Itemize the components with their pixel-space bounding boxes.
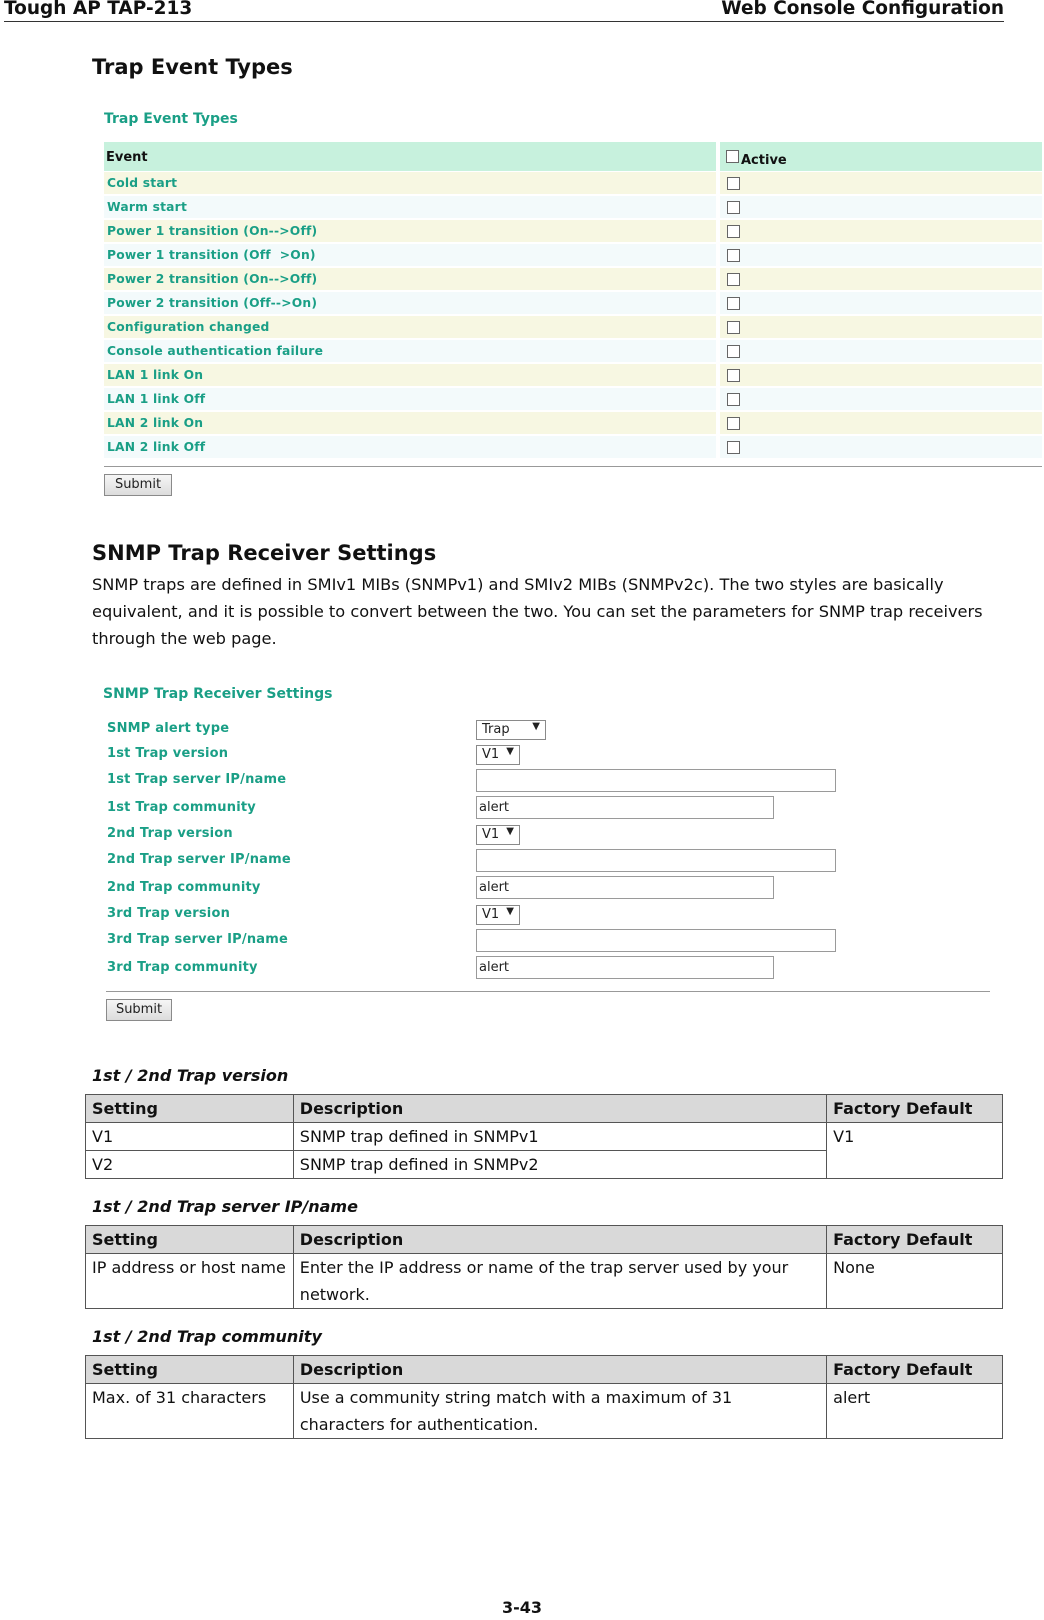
- trap-event-row: [104, 195, 1042, 219]
- select-value: Trap: [482, 722, 510, 737]
- section-heading-trap-event-types: Trap Event Types: [92, 55, 293, 79]
- event-active-checkbox[interactable]: [727, 393, 740, 406]
- event-active-checkbox[interactable]: [727, 297, 740, 310]
- event-active-checkbox[interactable]: [727, 201, 740, 214]
- select-value: V1: [482, 907, 500, 922]
- 3rd-trap-version-select[interactable]: [476, 905, 520, 925]
- 3rd-trap-server-input[interactable]: [476, 929, 836, 952]
- event-active-checkbox[interactable]: [727, 369, 740, 382]
- description-cell: Enter the IP address or name of the trap server used by your network.: [293, 1254, 826, 1309]
- event-active-checkbox[interactable]: [727, 417, 740, 430]
- section-description: SNMP traps are defined in SMIv1 MIBs (SNMPv1) and SMIv2 MIBs (SNMPv2c). The two styles are basically equivalent, and it is possible to convert between the two. You can set the parameters for SNMP trap receivers through the web page.: [92, 575, 983, 648]
- event-active-checkbox[interactable]: [727, 273, 740, 286]
- dropdown-arrow-icon: ▼: [506, 746, 514, 757]
- event-active-checkbox[interactable]: [727, 225, 740, 238]
- 3rd-trap-community-input[interactable]: [476, 956, 774, 979]
- submit-button[interactable]: Submit: [104, 474, 172, 496]
- submit-button[interactable]: Submit: [106, 999, 172, 1021]
- column-header-description: Description: [293, 1356, 826, 1384]
- event-column-header: Event: [106, 150, 148, 165]
- factory-default-cell: alert: [827, 1384, 1003, 1439]
- column-header-setting: Setting: [86, 1095, 294, 1123]
- event-label: LAN 1 link On: [107, 368, 204, 382]
- input-value: alert: [479, 800, 510, 815]
- factory-default-cell: None: [827, 1254, 1003, 1309]
- trap-event-row: [104, 267, 1042, 291]
- trap-event-panel: [104, 142, 1042, 459]
- divider: [106, 991, 990, 992]
- field-label: 2nd Trap version: [107, 826, 233, 841]
- event-active-checkbox[interactable]: [727, 321, 740, 334]
- event-label: LAN 2 link On: [107, 416, 204, 430]
- page-number: 3-43: [501, 1598, 543, 1617]
- dropdown-arrow-icon: ▼: [532, 721, 540, 732]
- chapter-title: Web Console Configuration: [721, 0, 1004, 19]
- 2nd-trap-server-input[interactable]: [476, 849, 836, 872]
- trap-event-row: [104, 435, 1042, 459]
- trap-event-header-row: [104, 142, 1042, 171]
- column-header-setting: Setting: [86, 1356, 294, 1384]
- field-label: 3rd Trap community: [107, 960, 258, 975]
- table-row: [86, 1384, 1003, 1439]
- active-column-header: Active: [741, 153, 787, 168]
- divider: [104, 466, 1042, 467]
- trap-event-row: [104, 219, 1042, 243]
- column-header-description: Description: [293, 1095, 826, 1123]
- trap-event-row: [104, 291, 1042, 315]
- form-title-trap-event-types: Trap Event Types: [104, 111, 238, 127]
- event-label: Cold start: [107, 176, 178, 190]
- 1st-trap-community-input[interactable]: [476, 796, 774, 819]
- description-cell: SNMP trap defined in SNMPv1: [293, 1123, 826, 1151]
- event-active-checkbox[interactable]: [727, 345, 740, 358]
- event-label: LAN 2 link Off: [107, 440, 206, 454]
- table-caption: 1st / 2nd Trap community: [92, 1327, 322, 1346]
- field-label: 1st Trap community: [107, 800, 256, 815]
- setting-cell: IP address or host name: [86, 1254, 294, 1309]
- event-label: LAN 1 link Off: [107, 392, 206, 406]
- input-value: alert: [479, 960, 510, 975]
- select-all-active-checkbox[interactable]: [726, 150, 739, 163]
- field-label: 2nd Trap server IP/name: [107, 852, 291, 867]
- input-value: alert: [479, 880, 510, 895]
- setting-cell: V2: [86, 1151, 294, 1179]
- event-label: Power 1 transition (Off >On): [107, 248, 316, 262]
- reference-table-trap-community: [85, 1355, 1003, 1439]
- reference-table-trap-server: [85, 1225, 1003, 1309]
- description-cell: SNMP trap defined in SNMPv2: [293, 1151, 826, 1179]
- 1st-trap-version-select[interactable]: [476, 745, 520, 765]
- table-row: [86, 1123, 1003, 1151]
- select-value: V1: [482, 747, 500, 762]
- field-label: 3rd Trap version: [107, 906, 231, 921]
- field-label: SNMP alert type: [107, 721, 230, 736]
- event-active-checkbox[interactable]: [727, 249, 740, 262]
- event-active-checkbox[interactable]: [727, 441, 740, 454]
- event-label: Power 1 transition (On-->Off): [107, 224, 318, 238]
- setting-cell: V1: [86, 1123, 294, 1151]
- dropdown-arrow-icon: ▼: [506, 826, 514, 837]
- factory-default-cell: V1: [827, 1123, 1003, 1179]
- trap-event-row: [104, 315, 1042, 339]
- column-header-factory-default: Factory Default: [827, 1095, 1003, 1123]
- column-header-factory-default: Factory Default: [827, 1356, 1003, 1384]
- description-cell: Use a community string match with a maximum of 31 characters for authentication.: [293, 1384, 826, 1439]
- 2nd-trap-community-input[interactable]: [476, 876, 774, 899]
- event-active-checkbox[interactable]: [727, 177, 740, 190]
- 2nd-trap-version-select[interactable]: [476, 825, 520, 845]
- form-title-snmp-trap-receiver: SNMP Trap Receiver Settings: [103, 686, 333, 702]
- trap-event-row: [104, 243, 1042, 267]
- field-label: 1st Trap server IP/name: [107, 772, 287, 787]
- snmp-alert-type-select[interactable]: [476, 720, 546, 740]
- trap-event-row: [104, 363, 1042, 387]
- column-header-factory-default: Factory Default: [827, 1226, 1003, 1254]
- dropdown-arrow-icon: ▼: [506, 906, 514, 917]
- field-label: 1st Trap version: [107, 746, 229, 761]
- select-value: V1: [482, 827, 500, 842]
- 1st-trap-server-input[interactable]: [476, 769, 836, 792]
- field-label: 2nd Trap community: [107, 880, 261, 895]
- column-header-description: Description: [293, 1226, 826, 1254]
- column-header-setting: Setting: [86, 1226, 294, 1254]
- trap-event-row: [104, 339, 1042, 363]
- event-label: Warm start: [107, 200, 188, 214]
- table-caption: 1st / 2nd Trap server IP/name: [92, 1197, 358, 1216]
- table-caption: 1st / 2nd Trap version: [92, 1066, 289, 1085]
- product-name: Tough AP TAP-213: [4, 0, 193, 19]
- trap-event-row: [104, 171, 1042, 195]
- event-label: Console authentication failure: [107, 344, 324, 358]
- trap-event-row: [104, 411, 1042, 435]
- field-label: 3rd Trap server IP/name: [107, 932, 289, 947]
- page-header: [4, 0, 1004, 22]
- setting-cell: Max. of 31 characters: [86, 1384, 294, 1439]
- event-label: Power 2 transition (Off-->On): [107, 296, 318, 310]
- event-label: Power 2 transition (On-->Off): [107, 272, 318, 286]
- table-row: [86, 1254, 1003, 1309]
- section-heading-snmp-trap-receiver: SNMP Trap Receiver Settings: [92, 541, 437, 565]
- reference-table-trap-version: [85, 1094, 1003, 1179]
- trap-event-row: [104, 387, 1042, 411]
- event-label: Configuration changed: [107, 320, 270, 334]
